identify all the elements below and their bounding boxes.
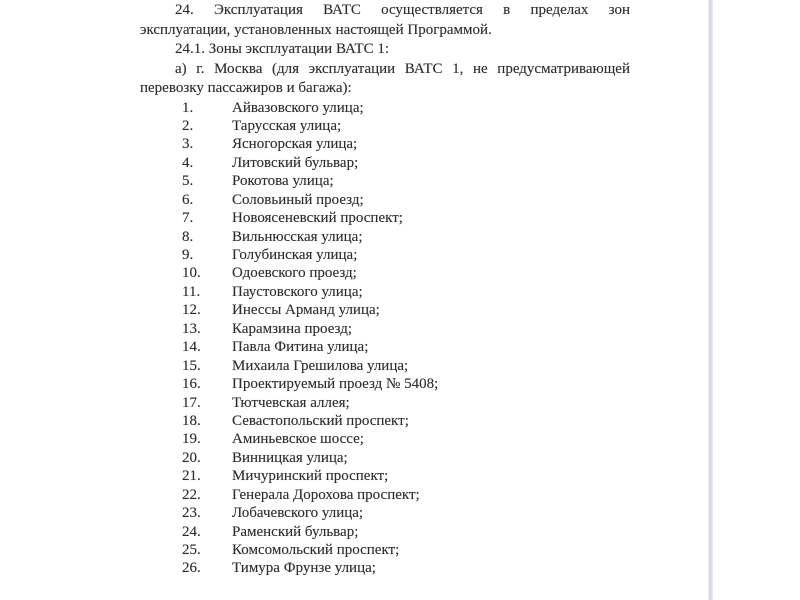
street-list-item xyxy=(140,430,630,448)
street-number: 14. xyxy=(182,339,201,356)
street-name: Новоясеневский проспект; xyxy=(232,210,403,227)
street-name: Проектируемый проезд № 5408; xyxy=(232,376,439,393)
street-name: Павла Фитина улица; xyxy=(232,339,369,356)
street-name: Тарусская улица; xyxy=(232,117,342,134)
street-number: 22. xyxy=(182,486,201,503)
street-list-item xyxy=(140,375,630,393)
street-name: Карамзина проезд; xyxy=(232,320,353,337)
street-name: Голубинская улица; xyxy=(232,247,358,263)
street-name: Тютчевская аллея; xyxy=(232,394,350,411)
street-list-item xyxy=(140,117,630,135)
street-list-item xyxy=(140,504,630,522)
street-number: 15. xyxy=(182,357,201,374)
street-name: Одоевского проезд; xyxy=(232,265,357,282)
street-number: 20. xyxy=(182,449,201,466)
street-name: Генерала Дорохова проспект; xyxy=(232,486,420,503)
street-list xyxy=(140,99,630,578)
street-name: Комсомольский проспект; xyxy=(232,542,400,558)
street-list-item xyxy=(140,559,630,577)
street-list-item xyxy=(140,467,630,485)
street-number: 24. xyxy=(182,523,201,540)
street-number: 17. xyxy=(182,394,201,411)
street-list-item xyxy=(140,264,630,282)
street-name: Рокотова улица; xyxy=(232,173,334,190)
street-number: 5. xyxy=(182,173,194,190)
street-name: Инессы Арманд улица; xyxy=(232,302,380,319)
street-name: Ясногорская улица; xyxy=(232,136,358,153)
street-name: Соловьиный проезд; xyxy=(232,191,364,208)
street-list-item xyxy=(140,99,630,117)
street-number: 25. xyxy=(182,542,201,558)
street-list-item xyxy=(140,486,630,504)
street-name: Вильнюсская улица; xyxy=(232,228,363,245)
street-number: 16. xyxy=(182,376,201,393)
street-list-item xyxy=(140,172,630,190)
street-number: 26. xyxy=(182,560,201,577)
street-name: Раменский бульвар; xyxy=(232,523,359,540)
street-list-item xyxy=(140,135,630,153)
street-number: 12. xyxy=(182,302,201,319)
paragraph-line: 24.1. Зоны эксплуатации ВАТС 1: xyxy=(175,41,390,57)
street-list-item xyxy=(140,338,630,356)
street-number: 7. xyxy=(182,210,194,227)
paragraph-line: эксплуатации, установленных настоящей Программой. xyxy=(140,21,492,38)
street-number: 1. xyxy=(182,99,194,116)
street-number: 4. xyxy=(182,154,194,171)
street-list-item xyxy=(140,394,630,412)
street-name: Винницкая улица; xyxy=(232,449,348,466)
street-name: Михаила Грешилова улица; xyxy=(232,357,409,374)
street-number: 8. xyxy=(182,228,194,245)
paragraph-line: перевозку пассажиров и багажа): xyxy=(140,80,352,96)
street-number: 2. xyxy=(182,117,194,134)
street-name: Литовский бульвар; xyxy=(232,154,359,171)
street-number: 21. xyxy=(182,468,201,485)
street-name: Аминьевское шоссе; xyxy=(232,431,364,448)
street-name: Паустовского улица; xyxy=(232,283,363,300)
street-number: 11. xyxy=(182,283,201,300)
street-list-item xyxy=(140,301,630,319)
street-list-item xyxy=(140,209,630,227)
street-number: 18. xyxy=(182,412,201,429)
street-number: 19. xyxy=(182,431,201,448)
street-list-item xyxy=(140,523,630,541)
street-name: Севастопольский проспект; xyxy=(232,412,409,429)
street-number: 3. xyxy=(182,136,194,153)
street-list-item xyxy=(140,357,630,375)
street-number: 23. xyxy=(182,505,201,522)
street-name: Мичуринский проспект; xyxy=(232,468,389,485)
street-number: 13. xyxy=(182,320,201,337)
street-list-item xyxy=(140,412,630,430)
street-number: 9. xyxy=(182,247,194,263)
street-list-item xyxy=(140,449,630,467)
street-name: Тимура Фрунзе улица; xyxy=(232,560,376,577)
street-number: 10. xyxy=(182,265,201,282)
street-list-item xyxy=(140,191,630,209)
street-name: Айвазовского улица; xyxy=(232,99,364,116)
paragraph-line: 24. Эксплуатация ВАТС осуществляется в пределах зон xyxy=(175,2,630,18)
document-text-block xyxy=(140,1,630,578)
street-list-item xyxy=(140,283,630,301)
street-number: 6. xyxy=(182,191,194,208)
paragraph-line: а) г. Москва (для эксплуатации ВАТС 1, не предусматривающей xyxy=(175,60,630,77)
street-list-item xyxy=(140,154,630,172)
street-list-item xyxy=(140,246,630,264)
page-edge-line xyxy=(708,0,713,600)
street-list-item xyxy=(140,320,630,338)
street-name: Лобачевского улица; xyxy=(232,505,364,522)
street-list-item xyxy=(140,541,630,559)
street-list-item xyxy=(140,228,630,246)
